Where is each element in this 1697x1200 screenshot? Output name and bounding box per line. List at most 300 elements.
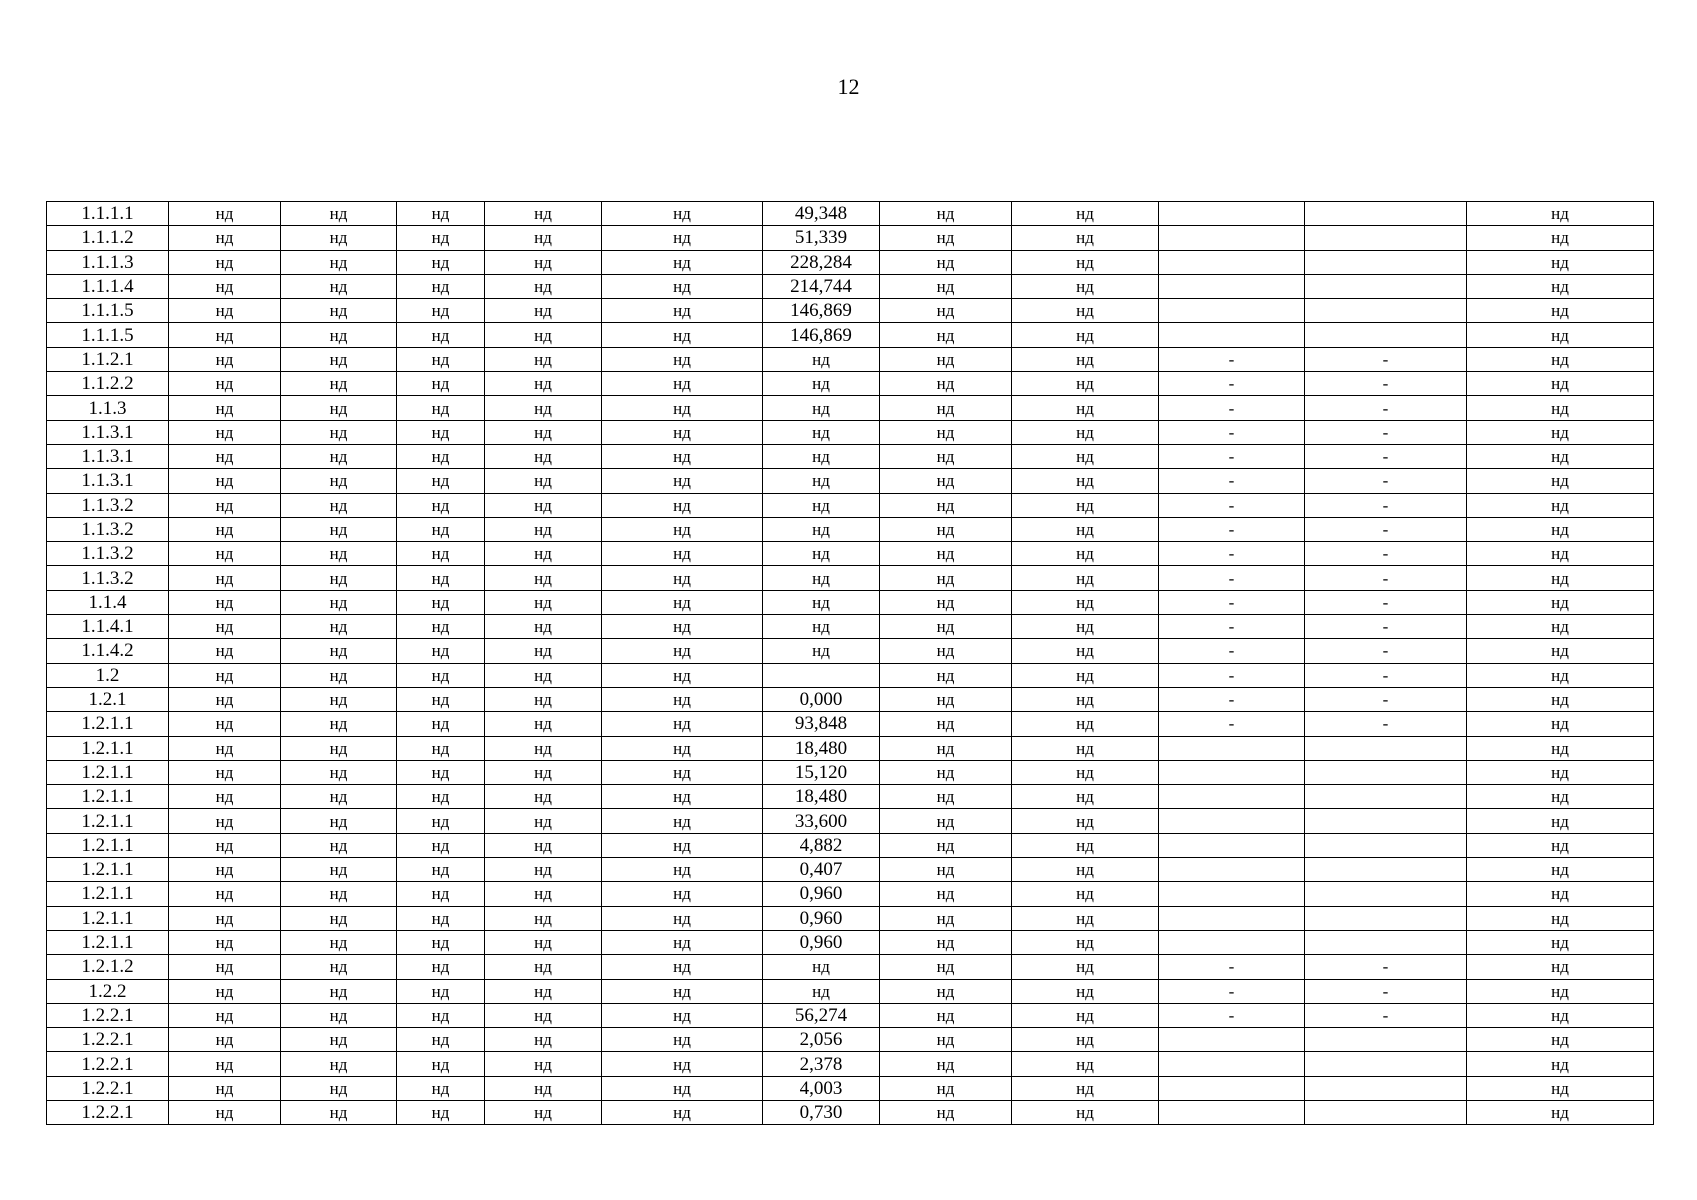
table-row (47, 955, 1654, 979)
table-cell: нд (1012, 396, 1159, 420)
table-row (47, 760, 1654, 784)
table-cell: нд (281, 955, 397, 979)
table-cell: 18,480 (763, 736, 880, 760)
table-cell: нд (602, 615, 763, 639)
table-cell: нд (281, 930, 397, 954)
table-cell: нд (169, 1003, 281, 1027)
table-cell (1305, 785, 1467, 809)
table-cell: нд (169, 542, 281, 566)
table-cell: 18,480 (763, 785, 880, 809)
table-cell (1159, 736, 1305, 760)
table-cell: 51,339 (763, 226, 880, 250)
table-cell: нд (763, 517, 880, 541)
table-cell: нд (169, 517, 281, 541)
table-cell: - (1305, 615, 1467, 639)
table-cell (1159, 882, 1305, 906)
table-cell: нд (397, 712, 485, 736)
row-id-cell: 1.2.1.1 (47, 785, 169, 809)
table-cell: нд (1012, 299, 1159, 323)
table-cell: нд (602, 639, 763, 663)
table-cell (1159, 1100, 1305, 1124)
table-cell: нд (281, 785, 397, 809)
table-cell: - (1159, 1003, 1305, 1027)
table-cell: нд (880, 202, 1012, 226)
table-cell: нд (880, 590, 1012, 614)
table-cell: нд (602, 736, 763, 760)
table-row (47, 1028, 1654, 1052)
table-cell: нд (1467, 1100, 1654, 1124)
table-cell: нд (169, 833, 281, 857)
table-cell: нд (1012, 542, 1159, 566)
table-cell: нд (1467, 299, 1654, 323)
table-row (47, 1003, 1654, 1027)
table-cell: нд (1012, 444, 1159, 468)
table-cell: нд (1467, 736, 1654, 760)
table-cell: - (1159, 590, 1305, 614)
table-cell: - (1159, 517, 1305, 541)
row-id-cell: 1.1.3.2 (47, 517, 169, 541)
table-cell: нд (1012, 1100, 1159, 1124)
table-cell: нд (281, 372, 397, 396)
table-cell: - (1305, 712, 1467, 736)
table-cell: нд (880, 372, 1012, 396)
table-cell: нд (1012, 566, 1159, 590)
table-cell: нд (281, 517, 397, 541)
table-cell: нд (169, 396, 281, 420)
table-cell: нд (602, 566, 763, 590)
table-cell: нд (880, 663, 1012, 687)
table-cell (1159, 930, 1305, 954)
table-cell: нд (169, 299, 281, 323)
row-id-cell: 1.1.3.2 (47, 493, 169, 517)
table-cell: нд (169, 250, 281, 274)
table-cell: нд (1012, 906, 1159, 930)
table-cell: нд (397, 833, 485, 857)
table-cell: нд (1012, 1076, 1159, 1100)
table-cell: нд (397, 906, 485, 930)
table-cell: - (1305, 372, 1467, 396)
table-cell (1159, 274, 1305, 298)
table-row (47, 687, 1654, 711)
table-cell: нд (281, 687, 397, 711)
table-cell: нд (763, 639, 880, 663)
table-cell: нд (602, 469, 763, 493)
table-cell: нд (880, 299, 1012, 323)
table-cell: нд (1012, 809, 1159, 833)
table-cell: 0,000 (763, 687, 880, 711)
table-cell: нд (485, 444, 602, 468)
table-cell: нд (1467, 809, 1654, 833)
table-cell: 0,960 (763, 906, 880, 930)
table-cell: нд (281, 639, 397, 663)
table-cell: нд (880, 1028, 1012, 1052)
table-cell: 0,730 (763, 1100, 880, 1124)
table-cell: - (1305, 493, 1467, 517)
table-cell: нд (169, 347, 281, 371)
table-cell: нд (602, 444, 763, 468)
table-cell: нд (602, 882, 763, 906)
table-cell: нд (397, 202, 485, 226)
table-cell: нд (485, 299, 602, 323)
table-cell: нд (397, 809, 485, 833)
table-cell: нд (485, 347, 602, 371)
table-cell: - (1305, 542, 1467, 566)
table-cell: - (1305, 1003, 1467, 1027)
table-cell: нд (169, 930, 281, 954)
table-cell: нд (397, 469, 485, 493)
table-cell: нд (1467, 712, 1654, 736)
table-cell: нд (1012, 615, 1159, 639)
table-row (47, 226, 1654, 250)
row-id-cell: 1.1.1.1 (47, 202, 169, 226)
table-cell: нд (602, 372, 763, 396)
table-cell: нд (602, 517, 763, 541)
row-id-cell: 1.1.3.2 (47, 566, 169, 590)
table-cell: нд (1467, 615, 1654, 639)
table-cell: нд (880, 639, 1012, 663)
table-cell: нд (1012, 979, 1159, 1003)
table-cell: нд (281, 590, 397, 614)
table-cell: нд (281, 833, 397, 857)
table-cell: нд (397, 226, 485, 250)
table-cell: нд (485, 736, 602, 760)
table-cell: нд (1012, 372, 1159, 396)
table-cell (1305, 1076, 1467, 1100)
table-cell: нд (1467, 1028, 1654, 1052)
table-row (47, 736, 1654, 760)
table-cell: нд (1467, 785, 1654, 809)
table-cell: нд (763, 615, 880, 639)
table-cell: нд (602, 858, 763, 882)
table-cell: 214,744 (763, 274, 880, 298)
table-cell: нд (880, 420, 1012, 444)
table-cell: 0,960 (763, 930, 880, 954)
table-cell: нд (880, 1003, 1012, 1027)
table-cell: нд (169, 736, 281, 760)
row-id-cell: 1.1.4.2 (47, 639, 169, 663)
table-cell: нд (1467, 202, 1654, 226)
table-cell: нд (880, 833, 1012, 857)
table-cell: нд (281, 809, 397, 833)
table-cell: - (1305, 979, 1467, 1003)
table-row (47, 615, 1654, 639)
table-cell: нд (281, 469, 397, 493)
table-cell: нд (397, 420, 485, 444)
table-cell: нд (169, 372, 281, 396)
table-cell (1305, 833, 1467, 857)
row-id-cell: 1.2.1.2 (47, 955, 169, 979)
table-row (47, 1052, 1654, 1076)
table-cell (1305, 250, 1467, 274)
table-cell (1159, 1052, 1305, 1076)
table-row (47, 639, 1654, 663)
table-cell: - (1159, 542, 1305, 566)
table-cell: нд (169, 493, 281, 517)
table-cell: нд (763, 493, 880, 517)
table-cell: нд (281, 493, 397, 517)
table-cell: - (1159, 347, 1305, 371)
table-cell (1305, 809, 1467, 833)
table-cell: нд (485, 785, 602, 809)
table-cell: нд (397, 396, 485, 420)
row-id-cell: 1.2.1.1 (47, 882, 169, 906)
table-cell: нд (281, 226, 397, 250)
table-cell: - (1159, 566, 1305, 590)
table-cell: нд (281, 274, 397, 298)
data-table (46, 201, 1654, 1125)
table-cell: нд (169, 687, 281, 711)
table-cell: нд (1467, 590, 1654, 614)
table-cell: нд (602, 1028, 763, 1052)
table-row (47, 202, 1654, 226)
table-cell (1305, 1100, 1467, 1124)
row-id-cell: 1.2.2.1 (47, 1028, 169, 1052)
row-id-cell: 1.2.1.1 (47, 930, 169, 954)
table-cell: нд (1012, 663, 1159, 687)
table-row (47, 517, 1654, 541)
table-cell: нд (485, 663, 602, 687)
table-cell: 56,274 (763, 1003, 880, 1027)
table-cell: нд (397, 566, 485, 590)
table-cell: нд (1467, 1003, 1654, 1027)
table-cell: - (1305, 469, 1467, 493)
row-id-cell: 1.2.2.1 (47, 1076, 169, 1100)
table-row (47, 858, 1654, 882)
table-cell (1305, 1028, 1467, 1052)
table-cell: нд (1467, 930, 1654, 954)
table-cell: нд (602, 663, 763, 687)
table-row (47, 372, 1654, 396)
table-cell (1159, 202, 1305, 226)
table-cell: нд (1012, 274, 1159, 298)
table-row (47, 712, 1654, 736)
table-cell: нд (397, 542, 485, 566)
row-id-cell: 1.2.1.1 (47, 736, 169, 760)
table-cell: нд (169, 906, 281, 930)
table-cell: нд (602, 226, 763, 250)
table-cell: нд (880, 858, 1012, 882)
row-id-cell: 1.1.2.2 (47, 372, 169, 396)
table-cell: нд (169, 420, 281, 444)
table-cell: нд (397, 663, 485, 687)
table-cell: нд (397, 590, 485, 614)
table-cell: нд (1467, 955, 1654, 979)
table-cell: нд (1012, 493, 1159, 517)
table-cell: нд (281, 420, 397, 444)
row-id-cell: 1.2.1.1 (47, 833, 169, 857)
table-cell: нд (763, 444, 880, 468)
table-row (47, 1100, 1654, 1124)
table-cell: - (1159, 615, 1305, 639)
table-cell: нд (1467, 469, 1654, 493)
table-cell: нд (602, 299, 763, 323)
table-cell: нд (602, 712, 763, 736)
table-cell: нд (880, 469, 1012, 493)
table-cell: 15,120 (763, 760, 880, 784)
table-row (47, 323, 1654, 347)
table-cell: нд (1012, 347, 1159, 371)
table-row (47, 299, 1654, 323)
row-id-cell: 1.2.1 (47, 687, 169, 711)
table-cell: нд (281, 250, 397, 274)
table-cell: нд (397, 687, 485, 711)
table-cell: нд (602, 396, 763, 420)
table-cell: нд (281, 1028, 397, 1052)
table-cell: нд (1012, 1052, 1159, 1076)
table-cell: нд (880, 396, 1012, 420)
table-cell: нд (880, 760, 1012, 784)
table-cell: нд (485, 930, 602, 954)
table-cell: нд (1467, 1076, 1654, 1100)
table-cell: нд (169, 1052, 281, 1076)
table-cell: нд (169, 663, 281, 687)
table-cell: нд (485, 469, 602, 493)
table-cell: - (1305, 444, 1467, 468)
table-body (47, 202, 1654, 1125)
row-id-cell: 1.1.1.2 (47, 226, 169, 250)
table-cell: нд (1467, 979, 1654, 1003)
table-cell: нд (880, 615, 1012, 639)
table-cell: нд (880, 274, 1012, 298)
table-cell: нд (1012, 1003, 1159, 1027)
table-cell: нд (485, 858, 602, 882)
table-cell: нд (602, 906, 763, 930)
table-cell (1305, 930, 1467, 954)
table-cell: нд (281, 299, 397, 323)
table-row (47, 493, 1654, 517)
table-cell (1305, 1052, 1467, 1076)
table-row (47, 906, 1654, 930)
table-cell: нд (1012, 202, 1159, 226)
table-cell: нд (485, 712, 602, 736)
table-row (47, 785, 1654, 809)
table-cell: нд (1012, 760, 1159, 784)
table-cell: нд (281, 202, 397, 226)
table-cell: нд (397, 274, 485, 298)
table-cell: нд (1467, 906, 1654, 930)
table-cell: 0,407 (763, 858, 880, 882)
table-cell: нд (1012, 687, 1159, 711)
table-cell: нд (169, 955, 281, 979)
table-cell: нд (1012, 785, 1159, 809)
table-cell: нд (602, 979, 763, 1003)
table-row (47, 833, 1654, 857)
table-cell: нд (397, 1052, 485, 1076)
row-id-cell: 1.2.1.1 (47, 809, 169, 833)
table-cell: нд (169, 469, 281, 493)
table-cell: - (1159, 979, 1305, 1003)
table-cell: нд (485, 615, 602, 639)
table-cell: нд (763, 347, 880, 371)
table-cell: нд (281, 906, 397, 930)
table-cell: нд (880, 347, 1012, 371)
table-cell: нд (1467, 226, 1654, 250)
table-cell (1305, 274, 1467, 298)
table-cell: нд (169, 979, 281, 1003)
table-cell: нд (485, 1100, 602, 1124)
table-cell: нд (602, 809, 763, 833)
table-cell: нд (281, 858, 397, 882)
table-cell: нд (169, 566, 281, 590)
table-cell: нд (485, 250, 602, 274)
table-cell: нд (169, 760, 281, 784)
table-cell (1159, 1076, 1305, 1100)
table-cell: нд (281, 1052, 397, 1076)
row-id-cell: 1.1.2.1 (47, 347, 169, 371)
table-cell: нд (1467, 760, 1654, 784)
table-cell: нд (397, 517, 485, 541)
table-cell: нд (485, 882, 602, 906)
row-id-cell: 1.2.1.1 (47, 858, 169, 882)
table-cell (1159, 833, 1305, 857)
row-id-cell: 1.2.2.1 (47, 1052, 169, 1076)
table-cell: нд (880, 687, 1012, 711)
table-cell: нд (602, 590, 763, 614)
table-cell: нд (880, 906, 1012, 930)
table-cell: нд (281, 566, 397, 590)
table-cell: нд (485, 493, 602, 517)
table-cell: нд (880, 955, 1012, 979)
table-cell: нд (397, 615, 485, 639)
table-cell: нд (485, 420, 602, 444)
table-cell: - (1159, 639, 1305, 663)
table-cell: нд (1467, 420, 1654, 444)
table-cell: нд (1012, 1028, 1159, 1052)
table-cell: нд (880, 493, 1012, 517)
table-cell: нд (880, 809, 1012, 833)
table-cell: нд (281, 615, 397, 639)
table-cell: нд (485, 1052, 602, 1076)
table-cell: нд (1467, 372, 1654, 396)
table-cell (1159, 226, 1305, 250)
table-cell: 33,600 (763, 809, 880, 833)
table-cell: нд (1012, 323, 1159, 347)
table-cell (763, 663, 880, 687)
table-cell: нд (169, 1100, 281, 1124)
row-id-cell: 1.1.1.5 (47, 323, 169, 347)
table-cell: нд (281, 347, 397, 371)
table-cell: нд (880, 444, 1012, 468)
table-cell: нд (397, 785, 485, 809)
table-cell: нд (763, 372, 880, 396)
table-cell: нд (880, 226, 1012, 250)
table-cell: нд (880, 712, 1012, 736)
table-cell: нд (763, 955, 880, 979)
table-cell: нд (763, 469, 880, 493)
table-cell: нд (397, 955, 485, 979)
table-cell: нд (485, 542, 602, 566)
table-cell: нд (602, 760, 763, 784)
table-cell (1159, 760, 1305, 784)
table-cell: нд (281, 542, 397, 566)
row-id-cell: 1.1.3.1 (47, 444, 169, 468)
row-id-cell: 1.2.2.1 (47, 1003, 169, 1027)
table-cell: нд (397, 979, 485, 1003)
table-cell: нд (1012, 226, 1159, 250)
row-id-cell: 1.1.4.1 (47, 615, 169, 639)
table-cell: нд (281, 1100, 397, 1124)
table-cell (1159, 785, 1305, 809)
table-cell: нд (602, 323, 763, 347)
table-cell: - (1159, 493, 1305, 517)
table-cell: нд (485, 809, 602, 833)
table-cell: 146,869 (763, 299, 880, 323)
table-cell: нд (880, 736, 1012, 760)
table-cell: нд (1467, 833, 1654, 857)
table-cell: нд (1467, 687, 1654, 711)
table-cell: нд (169, 712, 281, 736)
table-cell: - (1159, 396, 1305, 420)
